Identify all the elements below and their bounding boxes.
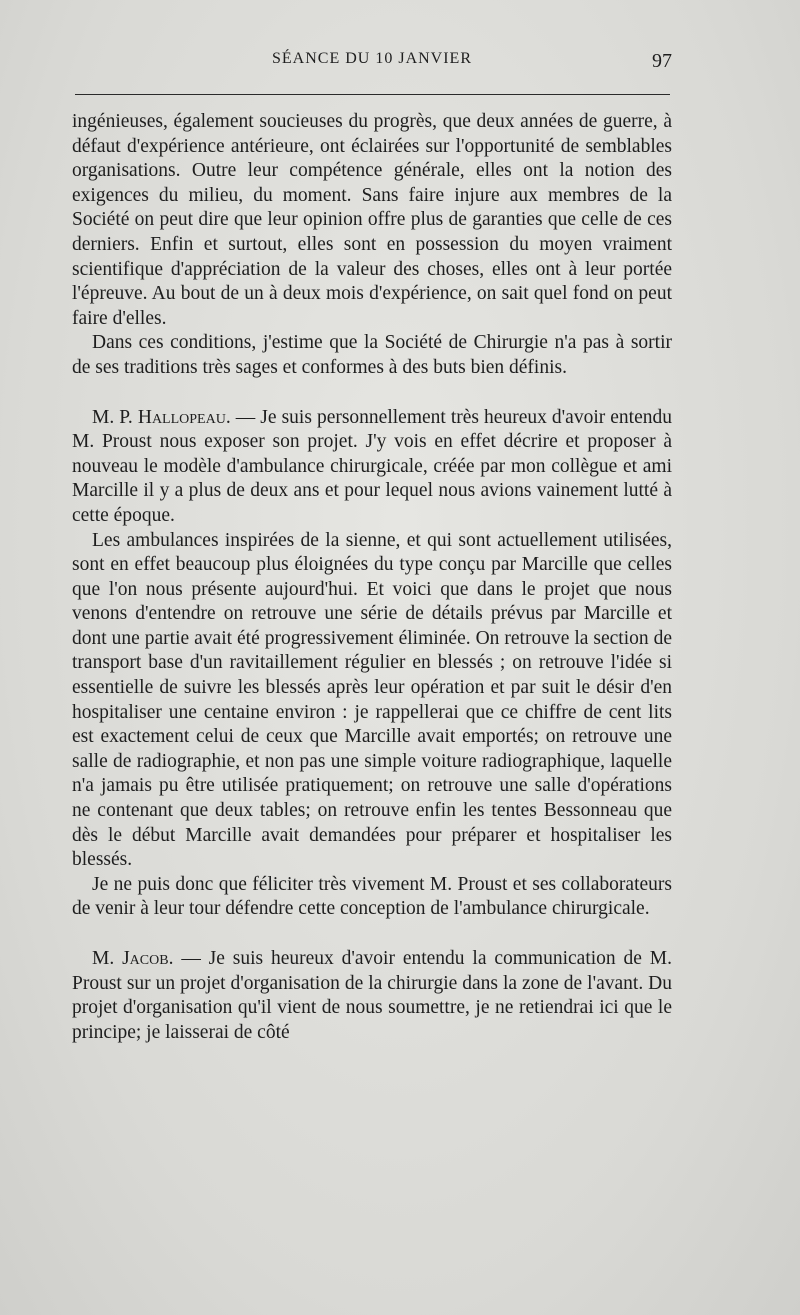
paragraph-ambulances: Les ambulances inspirées de la sienne, et qui sont actuellement utilisées, sont en effet beaucoup plus éloignées du type conçu par Marcille que celles que l'on nous présente aujourd'hui. Et voici que dans le projet que nous venons d'entendre on retrouve une série de détails prévus par Marcille et dont une partie avait été progressivement éliminée. On retrouve la section de transport base d'un ravitaillement régulier en blessés ; on retrouve l'idée si essentielle de suivre les blessés après leur opération et par suit le désir d'en hospitaliser une centaine environ : je rappellerai que ce chiffre de cent lits est exactement celui de ceux que Marcille avait emportés; on retrouve une salle de radiographie, et non pas une simple voiture radiographique, laquelle n'a jamais pu être utilisée pratiquement; on retrouve une salle d'opérations ne contenant que deux tables; on retrouve enfin les tentes Bessonneau que dès le début Marcille avait demandées pour préparer et hospitaliser les blessés.	[72, 529, 672, 871]
page-number: 97	[652, 50, 672, 72]
running-title: SÉANCE DU 10 JANVIER	[272, 50, 472, 67]
paragraph-conclusion: Dans ces conditions, j'estime que la Société de Chirurgie n'a pas à sortir de ses traditions très sages et conformes à des buts bien définis.	[72, 332, 672, 378]
header-rule	[75, 94, 670, 95]
paragraph-hallopeau	[72, 406, 672, 529]
speech-text: — Je suis personnellement très heureux d'avoir entendu M. Proust nous exposer son projet. J'y vois en effet décrire et proposer à nouveau le modèle d'ambulance chirurgicale, créée par mon collègue et ami Marcille il y a plus de deux ans et pour lequel nous avions vainement lutté à cette époque.	[72, 406, 672, 526]
speaker-prefix: M. P.	[92, 406, 133, 428]
speech-text: — Je suis heureux d'avoir entendu la communication de M. Proust sur un projet d'organisation de la chirurgie dans la zone de l'avant. Du projet d'organisation qu'il vient de nous soumettre, je ne retiendrai ici que le principe; je laisserai de côté	[72, 948, 672, 1043]
speaker-prefix: M.	[92, 948, 115, 969]
page-header	[72, 50, 672, 80]
paragraph-jacob	[72, 947, 672, 1045]
speaker-name: Hallopeau.	[137, 406, 231, 428]
body-text	[72, 110, 672, 1045]
paragraph-continuation: ingénieuses, également soucieuses du progrès, que deux années de guerre, à défaut d'expérience antérieure, ont éclairées sur l'opportunité de semblables organisations. Outre leur compétence générale, elles ont la notion des exigences du milieu, du moment. Sans faire injure aux membres de la Société on peut dire que leur opinion offre plus de garanties que celle de ces derniers. Enfin et surtout, elles sont en possession du moyen vraiment scientifique d'appréciation de la valeur des choses, elles ont à leur portée l'épreuve. Au bout de un à deux mois d'expérience, on sait quel fond on peut faire d'elles.	[72, 111, 672, 329]
paragraph-felicitations: Je ne puis donc que féliciter très vivement M. Proust et ses collaborateurs de venir à leur tour défendre cette conception de l'ambulance chirurgicale.	[72, 873, 672, 920]
speaker-name: Jacob.	[122, 948, 174, 969]
